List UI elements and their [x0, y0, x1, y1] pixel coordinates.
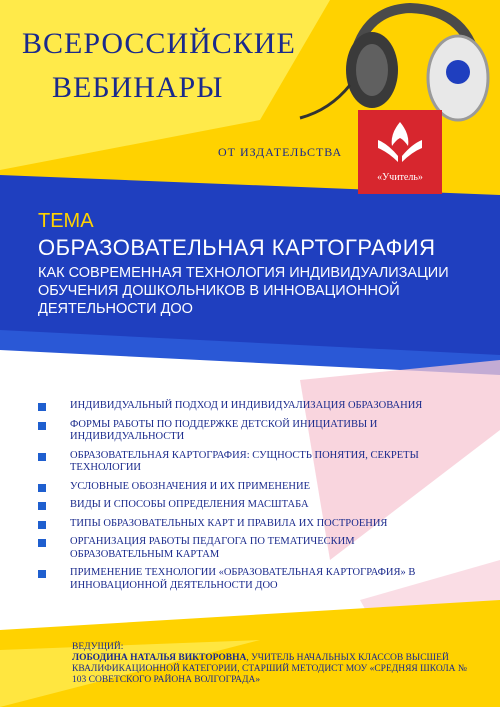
square-bullet-icon	[38, 539, 46, 547]
theme-block	[38, 210, 478, 318]
square-bullet-icon	[38, 570, 46, 578]
topic-text: ИНДИВИДУАЛЬНЫЙ ПОДХОД И ИНДИВИДУАЛИЗАЦИЯ ОБРАЗОВАНИЯ	[70, 400, 423, 411]
list-item	[38, 567, 453, 592]
topic-text: ВИДЫ И СПОСОБЫ ОПРЕДЕЛЕНИЯ МАСШТАБА	[70, 499, 309, 510]
theme-label: ТЕМА	[38, 210, 94, 232]
square-bullet-icon	[38, 521, 46, 529]
topic-list	[38, 400, 453, 598]
theme-subtitle: КАК СОВРЕМЕННАЯ ТЕХНОЛОГИЯ ИНДИВИДУАЛИЗАЦИИ ОБУЧЕНИЯ ДОШКОЛЬНИКОВ В ИННОВАЦИОННОЙ ДЕЯТЕЛЬНОСТИ ДОО	[38, 265, 449, 317]
topic-text: УСЛОВНЫЕ ОБОЗНАЧЕНИЯ И ИХ ПРИМЕНЕНИЕ	[70, 480, 310, 492]
speaker-info	[72, 642, 472, 686]
publisher-text: ОТ ИЗДАТЕЛЬСТВА	[218, 145, 343, 159]
header-line-1: ВСЕРОССИЙСКИЕ	[22, 27, 296, 60]
header-title	[22, 22, 296, 110]
publisher-logo	[358, 110, 442, 194]
logo-text: «Учитель»	[377, 172, 423, 183]
speaker-description: , УЧИТЕЛЬ НАЧАЛЬНЫХ КЛАССОВ ВЫСШЕЙ КВАЛИФИКАЦИОННОЙ КАТЕГОРИИ, СТАРШИЙ МЕТОДИСТ МОУ «СРЕДНЯЯ ШКОЛА № 103 СОВЕТСКОГО РАЙОНА ВОЛГОГРАДА»	[72, 653, 467, 685]
topic-text: ФОРМЫ РАБОТЫ ПО ПОДДЕРЖКЕ ДЕТСКОЙ ИНИЦИАТИВЫ И ИНДИВИДУАЛЬНОСТИ	[70, 418, 378, 442]
theme-title: ОБРАЗОВАТЕЛЬНАЯ КАРТОГРАФИЯ	[38, 235, 436, 260]
list-item	[38, 419, 453, 444]
list-item	[38, 499, 453, 512]
square-bullet-icon	[38, 422, 46, 430]
topic-text: ПРИМЕНЕНИЕ ТЕХНОЛОГИИ «ОБРАЗОВАТЕЛЬНАЯ КАРТОГРАФИЯ» В ИННОВАЦИОННОЙ ДЕЯТЕЛЬНОСТИ ДОО	[70, 567, 416, 591]
speaker-details	[72, 653, 472, 686]
square-bullet-icon	[38, 484, 46, 492]
list-item	[38, 518, 453, 531]
list-item	[38, 536, 453, 561]
list-item	[38, 400, 453, 413]
square-bullet-icon	[38, 453, 46, 461]
list-item	[38, 450, 453, 475]
header-line-2: ВЕБИНАРЫ	[52, 71, 224, 104]
topic-text: ОБРАЗОВАТЕЛЬНАЯ КАРТОГРАФИЯ: СУЩНОСТЬ ПОНЯТИЯ, СЕКРЕТЫ ТЕХНОЛОГИИ	[70, 449, 419, 473]
square-bullet-icon	[38, 403, 46, 411]
topic-text: ТИПЫ ОБРАЗОВАТЕЛЬНЫХ КАРТ И ПРАВИЛА ИХ ПОСТРОЕНИЯ	[70, 517, 388, 529]
speaker-name: ЛОБОДИНА НАТАЛЬЯ ВИКТОРОВНА	[72, 653, 247, 663]
list-item	[38, 481, 453, 494]
topic-text: ОРГАНИЗАЦИЯ РАБОТЫ ПЕДАГОГА ПО ТЕМАТИЧЕСКИМ ОБРАЗОВАТЕЛЬНЫМ КАРТАМ	[70, 536, 355, 560]
speaker-label: ВЕДУЩИЙ:	[72, 642, 124, 652]
square-bullet-icon	[38, 502, 46, 510]
